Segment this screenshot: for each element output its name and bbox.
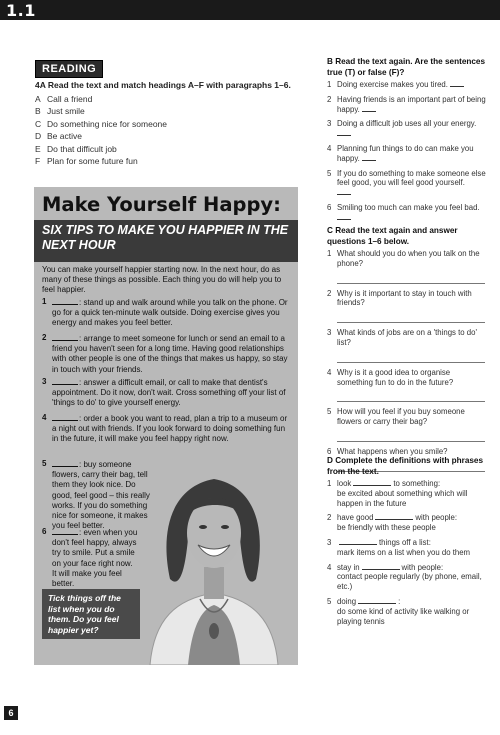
tip-number: 6 xyxy=(42,527,47,536)
exercise-c xyxy=(327,226,487,477)
exercise-d-item-3: 3 things off a list: mark items on a list when you do them xyxy=(327,537,471,557)
answer-blank[interactable] xyxy=(52,459,78,467)
exercise-4a-instruction: 4A Read the text and match headings A–F with paragraphs 1–6. xyxy=(35,80,291,90)
heading-f: F Plan for some future fun xyxy=(35,156,138,167)
tip-1 xyxy=(42,297,292,329)
exercise-b-item-1: 1 Doing exercise makes you tired. xyxy=(327,80,487,90)
answer-blank[interactable] xyxy=(52,377,78,385)
tip-number: 4 xyxy=(42,413,47,422)
article-title: Make Yourself Happy: xyxy=(42,193,281,216)
exercise-b-item-5: 5 If you do something to make someone else feel good, you will feel good yourself. xyxy=(327,169,487,198)
article-subtitle: SIX TIPS TO MAKE YOU HAPPIER IN THE NEXT HOUR xyxy=(42,223,289,252)
tip-text: : order a book you want to read, plan a trip to a museum or a night out with friends. If you look forward to doing something fun in the future, it will make you feel happy right now. xyxy=(52,414,288,444)
tip-text: : buy someone flowers, carry their bag, tell them they look nice. Do good, feel good – this really works. If you do something nice for someone, it makes you feel better. xyxy=(52,460,150,531)
heading-d: D Be active xyxy=(35,131,82,142)
answer-blank[interactable] xyxy=(358,597,396,604)
heading-a: A Call a friend xyxy=(35,94,93,104)
exercise-c-item-4: 4 Why is it a good idea to organise something fun to do in the future? xyxy=(327,368,487,403)
tip-2 xyxy=(42,333,292,375)
answer-blank[interactable] xyxy=(52,297,78,305)
exercise-d-item-4: 4 stay in with people: contact people regularly (by phone, email, etc.) xyxy=(327,562,482,592)
exercise-b-item-6: 6 Smiling too much can make you feel bad. xyxy=(327,203,487,223)
tip-number: 1 xyxy=(42,297,47,306)
exercise-c-item-6: 6 What happens when you smile? xyxy=(327,447,487,472)
exercise-c-item-2: 2 Why is it important to stay in touch with friends? xyxy=(327,289,487,324)
tip-number: 5 xyxy=(42,459,47,468)
answer-line[interactable] xyxy=(337,441,485,442)
tip-number: 2 xyxy=(42,333,47,342)
answer-line[interactable] xyxy=(337,322,485,323)
tip-text: : arrange to meet someone for lunch or send an email to a friend you haven't seen for a long time. Having good relationships with other people is one of the things that makes us happy, so stay in touch with your friends. xyxy=(52,334,288,374)
page-number: 6 xyxy=(4,706,18,720)
tip-text: : even when you don't feel happy, always try to smile. Put a smile on your face right now. It will make you feel better. xyxy=(52,528,138,589)
exercise-d xyxy=(327,456,487,631)
exercise-b-instruction: B Read the text again. Are the sentences true (T) or false (F)? xyxy=(327,57,486,77)
exercise-c-item-5: 5 How will you feel if you buy someone flowers or carry their bag? xyxy=(327,407,487,442)
answer-blank[interactable] xyxy=(339,538,377,545)
smiling-woman-photo xyxy=(130,449,298,665)
answer-blank[interactable] xyxy=(52,333,78,341)
article-panel xyxy=(34,187,298,665)
answer-blank[interactable] xyxy=(52,413,78,421)
answer-blank[interactable] xyxy=(450,80,464,87)
tip-6 xyxy=(42,527,138,589)
heading-b: B Just smile xyxy=(35,106,85,117)
answer-blank[interactable] xyxy=(362,154,376,161)
tip-3 xyxy=(42,377,292,409)
exercise-d-item-5: 5 doing : do some kind of activity like walking or playing tennis xyxy=(327,596,470,626)
answer-blank[interactable] xyxy=(362,563,400,570)
article-caption: Tick things off the list when you do them. Do you feel happier yet? xyxy=(42,589,140,639)
exercise-d-item-2: 2 have good with people: be friendly with these people xyxy=(327,513,458,533)
answer-blank[interactable] xyxy=(337,188,351,195)
unit-header-bar xyxy=(0,0,500,20)
exercise-b-item-4: 4 Planning fun things to do can make you happy. xyxy=(327,143,474,163)
answer-line[interactable] xyxy=(337,362,485,363)
exercise-c-instruction: C Read the text again and answer questions 1–6 below. xyxy=(327,226,458,246)
unit-number: 1.1 xyxy=(6,1,36,20)
answer-blank[interactable] xyxy=(337,213,351,220)
answer-blank[interactable] xyxy=(353,479,391,486)
tip-text: : stand up and walk around while you talk on the phone. Or go for a quick ten-minute walk outside. Doing exercise gives you energy and makes you feel better. xyxy=(52,298,288,328)
article-intro: You can make yourself happier starting now. In the next hour, do as many of these things as possible. Each thing you do will help you to feel happier. xyxy=(42,265,282,295)
exercise-c-item-1: 1 What should you do when you talk on the phone? xyxy=(327,249,487,284)
exercise-b xyxy=(327,57,487,228)
section-label-reading: READING xyxy=(35,60,103,78)
answer-blank[interactable] xyxy=(52,527,78,535)
tip-number: 3 xyxy=(42,377,47,386)
tip-4 xyxy=(42,413,292,445)
heading-c: C Do something nice for someone xyxy=(35,118,168,129)
answer-blank[interactable] xyxy=(362,105,376,112)
answer-blank[interactable] xyxy=(375,513,413,520)
exercise-4a xyxy=(35,80,315,167)
exercise-d-item-1: 1 look to something: be excited about something which will happen in the future xyxy=(327,479,468,508)
answer-blank[interactable] xyxy=(337,129,351,136)
heading-e: E Do that difficult job xyxy=(35,143,117,154)
answer-line[interactable] xyxy=(337,401,485,402)
answer-line[interactable] xyxy=(337,283,485,284)
exercise-b-item-3: 3 Doing a difficult job uses all your energy. xyxy=(327,119,487,139)
exercise-c-item-3: 3 What kinds of jobs are on a 'things to do' list? xyxy=(327,328,487,363)
tip-text: : answer a difficult email, or call to make that dentist's appointment. Do it now, don't wait. Cross something off your list of 'things to do' to give yourself energy. xyxy=(52,378,286,408)
exercise-d-instruction: D Complete the definitions with phrases from the text. xyxy=(327,456,484,476)
exercise-b-item-2: 2 Having friends is an important part of being happy. xyxy=(327,94,486,114)
